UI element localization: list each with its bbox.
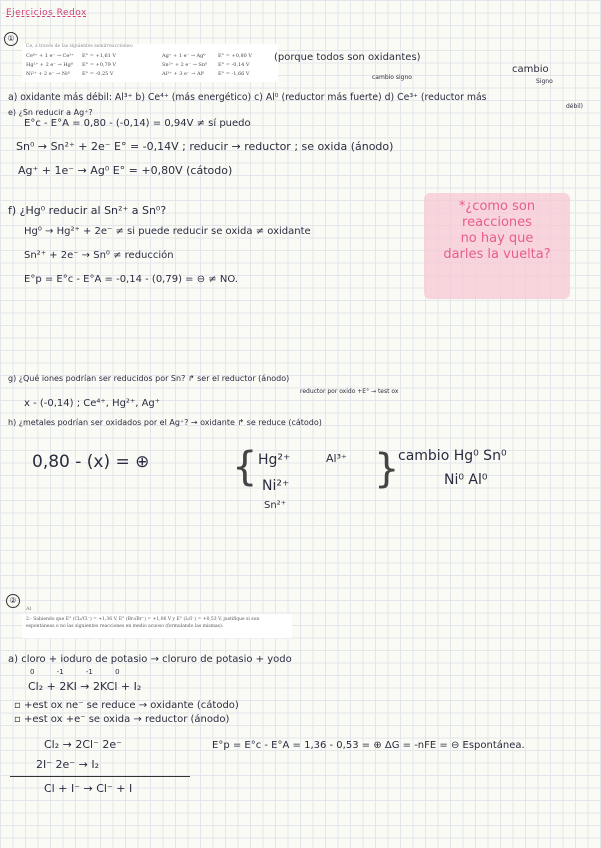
h-result-1: cambio Hg⁰ Sn⁰ (398, 448, 507, 464)
potentials-table (22, 44, 278, 82)
table-cell: E° = +0,79 V (82, 62, 117, 68)
section-2-mark: Al (26, 606, 32, 612)
net-reaction: Cl + I⁻ → Cl⁻ + I (44, 782, 133, 795)
table-cell: Ag⁺ + 1 e⁻ → Ag⁰ (162, 53, 206, 59)
table-cell: E° = -1,66 V (218, 71, 250, 77)
table-cell: E° = -0,14 V (218, 62, 250, 68)
left-brace: { (232, 444, 258, 490)
ion-ni: Ni²⁺ (262, 478, 290, 494)
table-cell: E° = +0,80 V (218, 53, 253, 59)
note-line: no hay que (460, 231, 534, 246)
question-f: f) ¿Hg⁰ reducir al Sn²⁺ a Sn⁰? (8, 204, 167, 217)
table-cell: E° = +1,61 V (82, 53, 117, 59)
sum-line (10, 776, 190, 777)
note-line: *¿como son (458, 199, 536, 214)
question-g: g) ¿Qué iones podrían ser reducidos por Sn? ↱ ser el reductor (ánodo) (8, 374, 290, 383)
page-title: Ejercicios Redox (6, 8, 87, 18)
answer-e: E°c - E°A = 0,80 - (-0,14) = 0,94V ≠ sí puedo (24, 118, 251, 129)
section-2-number: ② (6, 594, 20, 608)
pink-sticky-note (424, 193, 570, 299)
right-brace: } (374, 446, 400, 492)
bullet-reductor: ▫ +est ox +e⁻ se oxida → reductor (ánodo) (14, 714, 230, 725)
half-reaction-1: Cl₂ → 2Cl⁻ 2e⁻ (44, 738, 122, 751)
table-note: (porque todos son oxidantes) (274, 52, 421, 63)
exercise-2a: a) cloro + ioduro de potasio → cloruro de potasio + yodo (8, 654, 292, 665)
exercise-2-statement: 2.- Sabiendo que E° (Cl₂/Cl⁻) = +1,36 V, E° (Br₂/Br⁻) = +1,06 V y E° (I₂/I⁻) = +0,53 V, justifique si son espontáneas o no las siguientes reacciones en medio acuoso (formulando las mismas): (22, 614, 292, 638)
cambio-note: cambio (512, 64, 549, 75)
ag-half-reaction: Ag⁺ + 1e⁻ → Ag⁰ E° = +0,80V (cátodo) (18, 164, 233, 177)
ion-hg: Hg²⁺ (258, 452, 291, 468)
half-reaction-2: 2I⁻ 2e⁻ → I₂ (36, 758, 99, 771)
g-subnote: reductor por oxido +E° → test ox (300, 388, 399, 395)
cambio-signo-note: cambio signo (372, 74, 412, 81)
bullet-oxidante: ▫ +est ox ne⁻ se reduce → oxidante (cátodo) (14, 700, 239, 711)
ion-al: Al³⁺ (326, 452, 347, 465)
sn-half-reaction: Sn⁰ → Sn²⁺ + 2e⁻ E° = -0,14V ; reducir → reductor ; se oxida (ánodo) (16, 140, 394, 153)
f-line-2: Sn²⁺ + 2e⁻ → Sn⁰ ≠ reducción (24, 250, 174, 261)
table-cell: Al³⁺ + 3 e⁻ → Al⁰ (162, 71, 205, 77)
note-line: reacciones (462, 215, 532, 230)
spontaneity-result: E°p = E°c - E°A = 1,36 - 0,53 = ⊕ ΔG = -nFE = ⊖ Espontánea. (212, 740, 525, 751)
table-cell: Ce⁴⁺ + 1 e⁻ → Ce³⁺ (26, 53, 74, 59)
ox-numbers: 0 -1 -1 0 (30, 668, 120, 676)
ion-sn: Sn²⁺ (264, 500, 286, 511)
answer-a-d: a) oxidante más débil: Al³⁺ b) Ce⁴⁺ (más energético) c) Al⁰ (reductor más fuerte) d) Ce³⁺ (reductor más (8, 92, 487, 103)
table-cell: E° = -0,25 V (82, 71, 114, 77)
question-e: e) ¿Sn reducir a Ag⁺? (8, 108, 93, 117)
f-line-3: E°p = E°c - E°A = -0,14 - (0,79) = ⊖ ≠ NO. (24, 274, 238, 285)
signo-note: Signo (536, 78, 553, 85)
note-line: darles la vuelta? (443, 247, 551, 262)
table-caption: Ce, a través de las siguientes semirreacciones: (26, 44, 134, 49)
question-h: h) ¿metales podrían ser oxidados por el Ag⁺? → oxidante ↱ se reduce (cátodo) (8, 418, 322, 427)
section-1-number: ① (4, 32, 18, 46)
answer-g: x - (-0,14) ; Ce⁴⁺, Hg²⁺, Ag⁺ (24, 398, 161, 409)
reaction-equation: Cl₂ + 2KI → 2KCl + I₂ (28, 680, 142, 693)
f-line-1: Hg⁰ → Hg²⁺ + 2e⁻ ≠ si puede reducir se oxida ≠ oxidante (24, 226, 311, 237)
table-cell: Ni²⁺ + 2 e⁻ → Ni⁰ (26, 71, 70, 77)
table-cell: Sn²⁺ + 2 e⁻ → Sn⁰ (162, 62, 208, 68)
answer-d-cont: débil) (566, 103, 583, 110)
table-cell: Hg²⁺ + 2 e⁻ → Hg⁰ (26, 62, 73, 68)
h-result-2: Ni⁰ Al⁰ (444, 472, 488, 488)
h-equation: 0,80 - (x) = ⊕ (32, 452, 150, 472)
